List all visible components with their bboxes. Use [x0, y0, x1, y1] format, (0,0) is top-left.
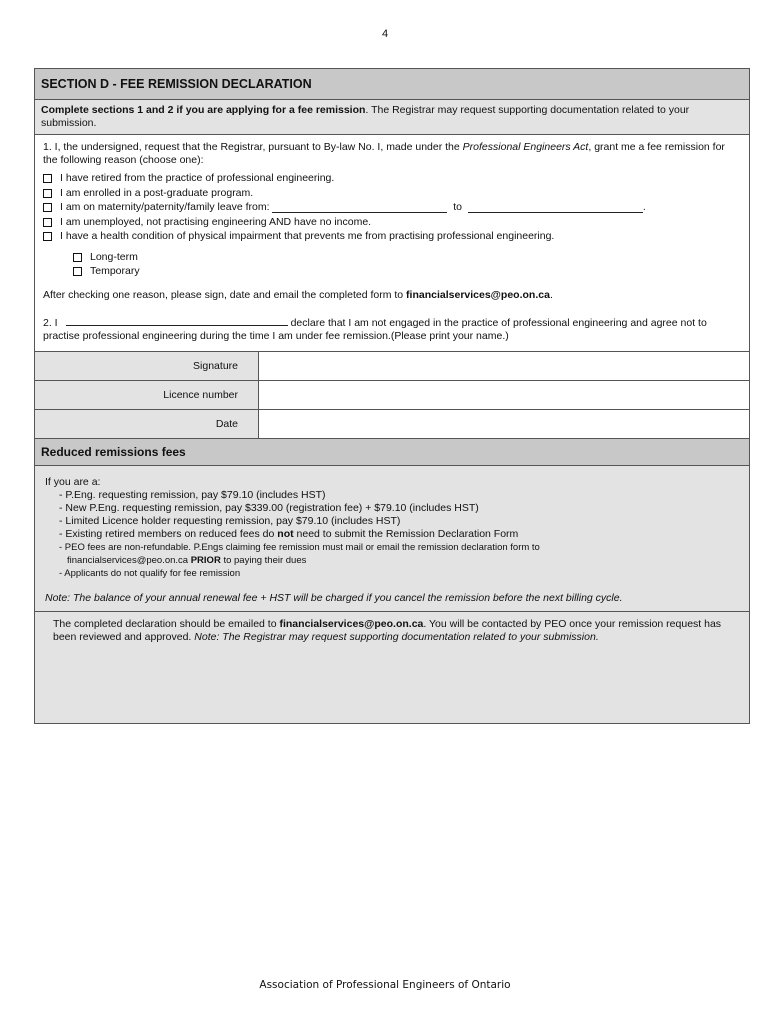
section-title: SECTION D - FEE REMISSION DECLARATION	[35, 69, 749, 100]
checkbox[interactable]	[73, 253, 82, 262]
fee-remission-form	[34, 68, 750, 724]
checkbox[interactable]	[43, 174, 52, 183]
signature-field[interactable]	[259, 352, 749, 380]
licence-number-field[interactable]	[259, 381, 749, 409]
declaration-intro	[43, 141, 741, 167]
reason-label: I am unemployed, not practising engineering AND have no income.	[60, 215, 372, 228]
instructions-text: . The Registrar may request supporting documentation related to your submission.	[41, 104, 690, 129]
reason-leave[interactable]	[43, 200, 741, 215]
part2-text: declare that I am not engaged in the practice of professional engineering and agree not to practise professional engineering during the time I am under fee remission.(Please print your name.)	[43, 316, 707, 342]
instructions-bold: Complete sections 1 and 2 if you are applying for a fee remission	[41, 104, 366, 116]
signature-label: Signature	[35, 352, 259, 380]
item-email: financialservices@peo.on.ca	[67, 554, 191, 566]
item-text: - PEO fees are non-refundable. P.Engs claiming fee remission must mail or email the remission declaration form to	[59, 541, 540, 553]
reduced-note: Note: The balance of your annual renewal fee + HST will be charged if you cancel the remission before the next billing cycle.	[45, 591, 623, 604]
after-check-end: .	[549, 288, 553, 301]
reason-health[interactable]	[43, 229, 741, 244]
item-text: need to submit the Remission Declaration Form	[293, 527, 519, 540]
item-emphasis: not	[277, 527, 294, 540]
reason-label: I am enrolled in a post-graduate program.	[60, 186, 254, 199]
leave-to-field[interactable]	[468, 202, 643, 213]
act-name: Professional Engineers Act	[462, 141, 589, 153]
checkbox[interactable]	[43, 203, 52, 212]
licence-label: Licence number	[35, 381, 259, 409]
list-item	[59, 528, 741, 541]
checkbox[interactable]	[43, 189, 52, 198]
leave-from-field[interactable]	[272, 202, 447, 213]
reduced-fees-list	[45, 489, 741, 580]
item-text: to paying their dues	[220, 554, 307, 566]
checkbox[interactable]	[43, 218, 52, 227]
option-label: Long-term	[90, 250, 138, 263]
page-number: 4	[381, 28, 389, 40]
list-item	[59, 541, 741, 567]
reason-label: I have retired from the practice of professional engineering.	[60, 172, 335, 184]
closing-email: financialservices@peo.on.ca	[279, 617, 424, 630]
reason-list	[43, 171, 741, 244]
reduced-fees-title: Reduced remissions fees	[35, 439, 749, 466]
footer: Association of Professional Engineers of Ontario	[259, 979, 511, 991]
after-check-instructions	[43, 289, 741, 302]
reason-retired[interactable]	[43, 171, 741, 186]
intro-text: 1. I, the undersigned, request that the Registrar, pursuant to By-law No. I, made under the	[43, 141, 463, 153]
list-item: - P.Eng. requesting remission, pay $79.10 (includes HST)	[59, 488, 326, 501]
closing-text-2: . You will be contacted by PEO once your remission request has been reviewed and approved.	[53, 617, 722, 643]
closing-text: The completed declaration should be emailed to	[53, 617, 280, 630]
option-temporary[interactable]	[73, 264, 741, 279]
list-item: - New P.Eng. requesting remission, pay $339.00 (registration fee) + $79.10 (includes HST)	[59, 501, 479, 514]
section-instructions	[35, 100, 749, 135]
reason-postgrad[interactable]	[43, 186, 741, 201]
date-label: Date	[35, 410, 259, 438]
after-check-text: After checking one reason, please sign, date and email the completed form to	[43, 288, 407, 301]
leave-end-period: .	[642, 201, 646, 213]
reduced-fees-body	[35, 466, 749, 612]
option-label: Temporary	[90, 265, 140, 277]
reason-label: I have a health condition of physical impairment that prevents me from practising professional engineering.	[60, 230, 555, 242]
checkbox[interactable]	[43, 232, 52, 241]
list-item: - Applicants do not qualify for fee remission	[59, 567, 241, 579]
reason-label: I am on maternity/paternity/family leave from:	[60, 201, 270, 213]
declaration-part-1	[35, 135, 749, 352]
checkbox[interactable]	[73, 267, 82, 276]
signature-row	[35, 352, 749, 381]
item-emphasis: PRIOR	[190, 554, 221, 566]
licence-row	[35, 381, 749, 410]
print-name-field[interactable]	[66, 315, 288, 326]
date-field[interactable]	[259, 410, 749, 438]
option-long-term[interactable]	[73, 250, 741, 265]
date-row	[35, 410, 749, 439]
reduced-intro: If you are a:	[45, 475, 101, 488]
intro-text-end: , grant me a fee remission for the following reason (choose one):	[43, 141, 725, 166]
reason-unemployed[interactable]	[43, 215, 741, 230]
leave-to-label: to	[453, 201, 463, 213]
closing-note: Note: The Registrar may request supporting documentation related to your submission.	[194, 630, 599, 643]
health-duration-options	[43, 250, 741, 279]
item-text: - Existing retired members on reduced fees do	[59, 527, 278, 540]
declaration-part-2	[43, 315, 741, 343]
closing-statement	[35, 612, 749, 723]
part2-start: 2. I	[43, 316, 58, 329]
email-address: financialservices@peo.on.ca	[406, 288, 550, 301]
list-item: - Limited Licence holder requesting remission, pay $79.10 (includes HST)	[59, 514, 401, 527]
